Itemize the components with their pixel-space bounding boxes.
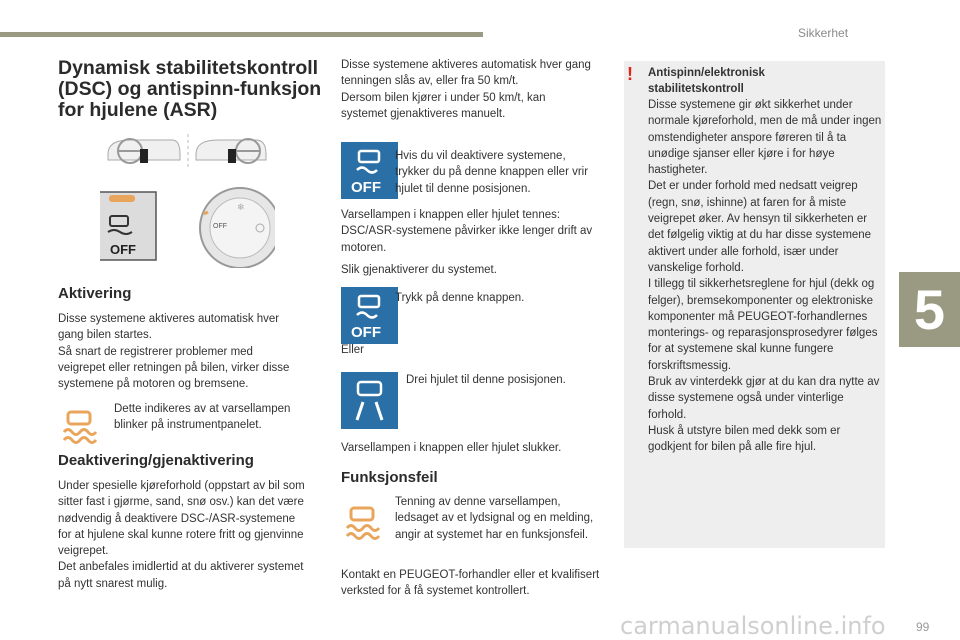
dsc-warning-lamp-icon bbox=[58, 404, 102, 448]
warning-exclamation-icon: ! bbox=[627, 64, 633, 84]
reactivate-intro-text: Slik gjenaktiverer du systemet. bbox=[341, 264, 497, 276]
svg-text:OFF: OFF bbox=[213, 223, 227, 230]
svg-text:❄: ❄ bbox=[237, 203, 245, 213]
header-bar bbox=[0, 32, 483, 37]
page-title: Dynamisk stabilitetskontroll (DSC) og antispinn-funksjon for hjulene (ASR) bbox=[58, 57, 322, 121]
dashboard-left-icon bbox=[108, 139, 180, 163]
dsc-reactivate-button-icon bbox=[341, 287, 398, 344]
activation-lamp-note: Dette indikeres av at varsellampen blinker på instrumentpanelet. bbox=[114, 403, 291, 432]
dsc-off-button-icon bbox=[341, 142, 398, 199]
chapter-tab: 5 bbox=[899, 272, 960, 347]
deactivation-heading: Deaktivering/gjenaktivering bbox=[58, 452, 254, 469]
page-number: 99 bbox=[916, 620, 930, 634]
section-title: Sikkerhet bbox=[798, 26, 849, 40]
deactivation-body: Under spesielle kjøreforhold (oppstart av bil som sitter fast i gjørme, sand, snø osv.) kan det være nødvendig å deaktivere DSC-/ASR-systemene for at hjulene skal kunne rotere fritt og gjenvinne veigrepet. Det anbefales imidlertid at du aktiverer systemet på nytt snarest mulig. bbox=[58, 480, 305, 590]
svg-text:OFF: OFF bbox=[351, 324, 381, 341]
or-text: Eller bbox=[341, 344, 365, 356]
activation-heading: Aktivering bbox=[58, 285, 132, 302]
dsc-dial-position-icon bbox=[341, 372, 398, 429]
activation-body: Disse systemene aktiveres automatisk hver gang bilen startes. Så snart de registrerer problemer med veigrepet eller retningen på bilen, virker disse systemene på motoren og bremsene. bbox=[58, 313, 290, 391]
malfunction-lamp-note: Tenning av denne varsellampen, ledsaget av et lydsignal og en melding, angir at systemet har en funksjonsfeil. bbox=[395, 496, 594, 541]
press-button-text: Trykk på denne knappen. bbox=[395, 292, 525, 304]
warning-body: Disse systemene gir økt sikkerhet under normale kjøreforhold, men de må under ingen omstendigheter anspore føreren til å ta unødige sjanser eller kjøre i for høye hastigheter. Det er under forhold med nedsatt veigrep (regn, snø, ishinne) at faren for å miste veigrepet øker. Av hensyn til sikkerheten er det følgelig viktig at du har disse systemene aktivert under alle forhold, især under vanskelige forhold. I tillegg til sikkerhetsreglene for hjul (dekk og felger), bremsekomponenter og elektroniske komponenter må PEUGEOT-forhandlernes monterings- og reparasjonsprosedyrer følges for at systemene skal kunne fungere forskriftsmessig. Bruk av vinterdekk gjør at du kan dra nytte av disse systemene også under vinterlige forhold. Husk å utstyre bilen med dekk som er godkjent for bilen på alle fire hjul. bbox=[648, 99, 882, 454]
lamp-on-text: Varsellampen i knappen eller hjulet tennes: DSC/ASR-systemene påvirker ikke lenger drift av motoren. bbox=[341, 209, 593, 254]
lamp-off-text: Varsellampen i knappen eller hjulet slukker. bbox=[341, 442, 562, 454]
malfunction-contact-text: Kontakt en PEUGEOT-forhandler eller et kvalifisert verksted for å få systemet kontrollert. bbox=[341, 569, 600, 598]
deactivate-step-text: Hvis du vil deaktivere systemene, trykker du på denne knappen eller vrir hjulet til denne posisjonen. bbox=[395, 150, 589, 195]
rotary-dial-illustration bbox=[200, 188, 275, 268]
warning-title: Antispinn/elektronisk stabilitetskontroll bbox=[648, 67, 765, 96]
dsc-malfunction-lamp-icon bbox=[341, 500, 385, 544]
malfunction-heading: Funksjonsfeil bbox=[341, 469, 438, 486]
auto-reactivate-text: Disse systemene aktiveres automatisk hver gang tenningen slås av, eller fra 50 km/t. Dersom bilen kjører i under 50 km/t, kan systemet gjenaktiveres manuelt. bbox=[341, 59, 591, 120]
dashboard-right-icon bbox=[196, 139, 266, 163]
off-button-illustration bbox=[100, 192, 156, 260]
watermark: carmanualsonline.info bbox=[620, 612, 886, 640]
svg-text:OFF: OFF bbox=[351, 179, 381, 196]
svg-text:OFF: OFF bbox=[110, 242, 136, 257]
dsc-controls-illustration bbox=[100, 132, 275, 268]
turn-wheel-text: Drei hjulet til denne posisjonen. bbox=[406, 374, 566, 386]
